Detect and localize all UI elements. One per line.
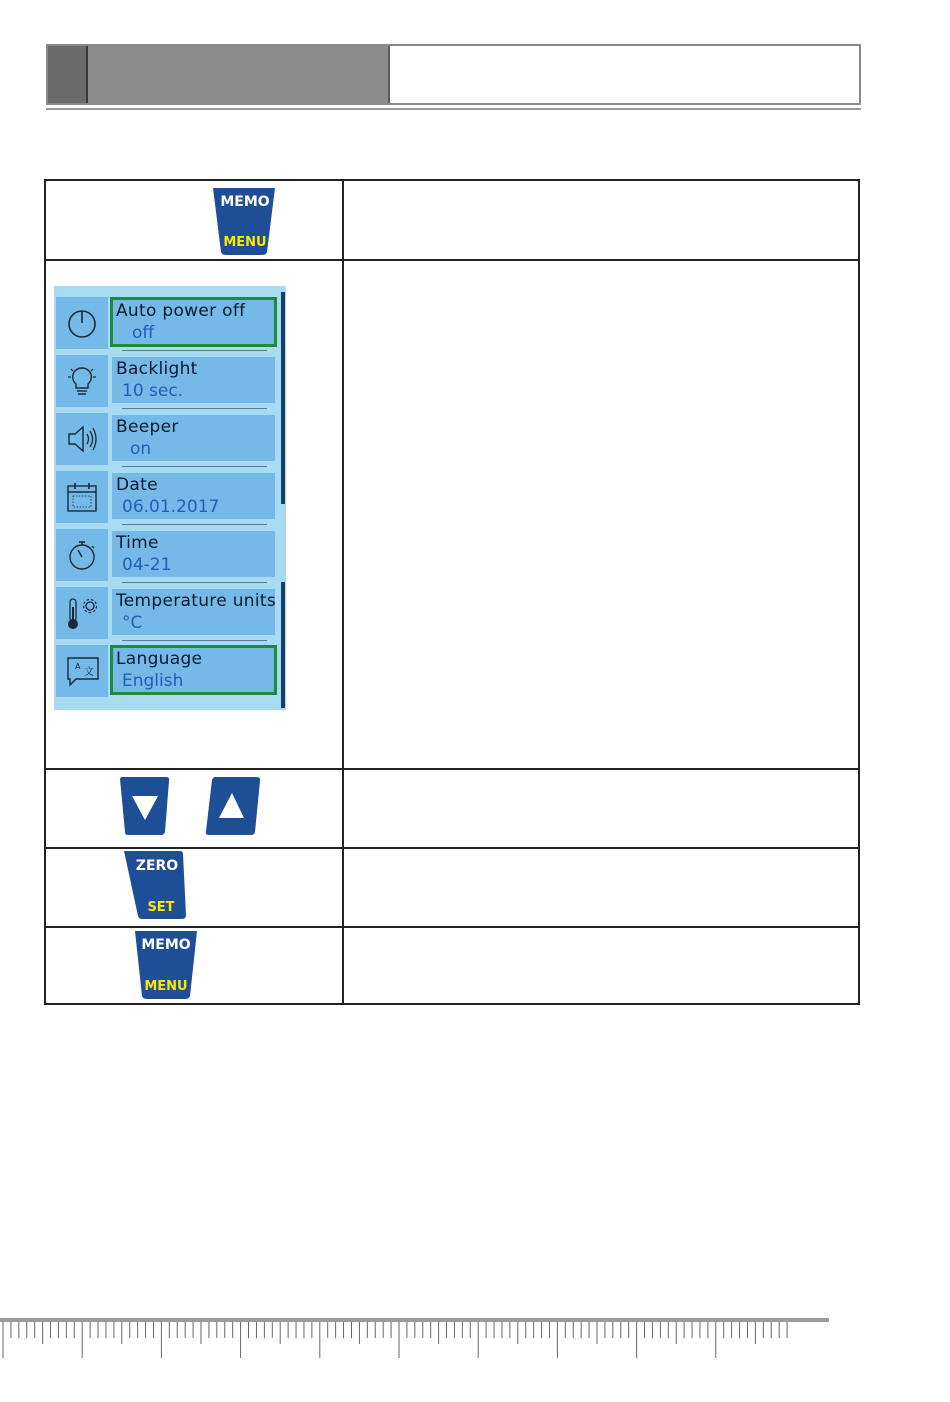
- zero-set-key-bottom-label: SET: [147, 900, 175, 915]
- menu-item-label: Backlight: [116, 359, 198, 379]
- memo-menu-key-2-top-label: MEMO: [141, 937, 191, 953]
- svg-text:文: 文: [84, 667, 94, 678]
- header-divider: [46, 108, 861, 110]
- menu-item-box: [112, 589, 275, 635]
- memo-menu-key-top-label: MEMO: [220, 194, 270, 210]
- menu-separator: [122, 350, 267, 351]
- table-row-divider: [46, 768, 858, 770]
- header-chapter-bar: [88, 46, 390, 103]
- table-row-divider: [46, 926, 858, 928]
- lightbulb-icon: [56, 355, 108, 407]
- menu-item-temperature-units[interactable]: [56, 587, 278, 639]
- svg-text:A: A: [75, 662, 81, 671]
- menu-separator: [122, 524, 267, 525]
- menu-item-label: Date: [116, 475, 158, 495]
- menu-item-label: Auto power off: [116, 301, 246, 321]
- thermometer-gear-icon: [56, 587, 108, 639]
- menu-item-value: °C: [122, 613, 143, 633]
- menu-item-value: English: [122, 671, 184, 691]
- zero-set-key[interactable]: [122, 850, 188, 920]
- menu-item-label: Beeper: [116, 417, 179, 437]
- menu-item-language[interactable]: [56, 645, 278, 697]
- menu-item-label: Language: [116, 649, 203, 669]
- menu-item-box: [112, 299, 275, 345]
- menu-separator: [122, 582, 267, 583]
- table-row-divider: [46, 847, 858, 849]
- memo-menu-key-bottom-label: MENU: [223, 235, 267, 250]
- memo-menu-key-2[interactable]: [132, 929, 200, 1001]
- menu-item-label: Temperature units: [116, 591, 276, 611]
- page-ruler: [0, 1322, 829, 1362]
- menu-item-time[interactable]: [56, 529, 278, 581]
- language-icon: [56, 645, 108, 697]
- menu-item-box: [112, 415, 275, 461]
- menu-item-label: Time: [116, 533, 159, 553]
- menu-item-value: 06.01.2017: [122, 497, 220, 517]
- power-icon: [56, 297, 108, 349]
- menu-separator: [122, 640, 267, 641]
- page-header: [46, 44, 861, 105]
- menu-item-beeper[interactable]: [56, 413, 278, 465]
- header-chapter-square: [48, 46, 88, 103]
- menu-item-date[interactable]: [56, 471, 278, 523]
- menu-item-box: [112, 647, 275, 693]
- table-row-divider: [46, 259, 858, 261]
- calendar-icon: [56, 471, 108, 523]
- menu-item-box: [112, 531, 275, 577]
- zero-set-key-top-label: ZERO: [135, 858, 179, 874]
- memo-menu-key-2-bottom-label: MENU: [144, 979, 188, 994]
- menu-separator: [122, 408, 267, 409]
- menu-item-value: 10 sec.: [122, 381, 184, 401]
- arrow-down-key[interactable]: [118, 776, 174, 836]
- menu-item-value: off: [132, 323, 155, 343]
- menu-item-box: [112, 473, 275, 519]
- menu-separator: [122, 466, 267, 467]
- menu-item-auto-power-off[interactable]: [56, 297, 278, 349]
- stopwatch-icon: [56, 529, 108, 581]
- menu-item-value: 04-21: [122, 555, 172, 575]
- menu-item-box: [112, 357, 275, 403]
- menu-item-backlight[interactable]: [56, 355, 278, 407]
- scrollbar-upper[interactable]: [281, 292, 285, 504]
- memo-menu-key[interactable]: [210, 186, 278, 256]
- table-column-divider: [342, 181, 344, 1003]
- speaker-icon: [56, 413, 108, 465]
- scrollbar-lower[interactable]: [281, 582, 285, 708]
- arrow-up-key[interactable]: [204, 776, 262, 836]
- menu-item-value: on: [130, 439, 152, 459]
